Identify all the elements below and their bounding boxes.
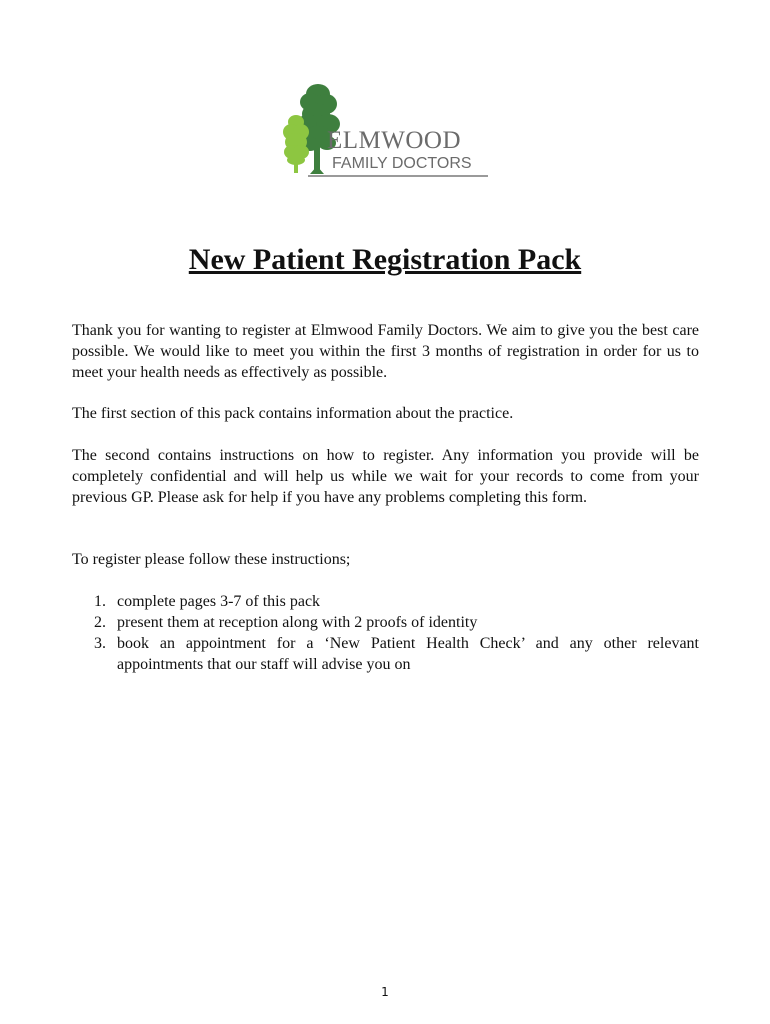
instructions-list xyxy=(72,591,699,675)
list-item-text: book an appointment for a ‘New Patient Health Check’ and any other relevant appointments that our staff will advise you on xyxy=(117,635,699,673)
list-item-number: 2. xyxy=(94,614,106,631)
list-item-number: 1. xyxy=(94,593,106,610)
intro-paragraph: Thank you for wanting to register at Elmwood Family Doctors. We aim to give you the best care possible. We would like to meet you within the first 3 months of registration in order for us to meet your health needs as effectively as possible. xyxy=(72,322,699,381)
first-section-paragraph: The first section of this pack contains information about the practice. xyxy=(72,405,514,422)
logo-subtitle: FAMILY DOCTORS xyxy=(332,155,472,172)
list-item xyxy=(72,633,699,675)
list-item xyxy=(72,591,699,612)
list-item-text: present them at reception along with 2 proofs of identity xyxy=(117,614,478,631)
list-item-number: 3. xyxy=(94,635,106,652)
logo-underline xyxy=(308,175,488,177)
list-item xyxy=(72,612,699,633)
practice-logo xyxy=(280,80,492,180)
page-title: New Patient Registration Pack xyxy=(188,243,582,276)
second-section-paragraph: The second contains instructions on how to register. Any information you provide will be completely confidential and will help us while we wait for your records to come from your previous GP. Please ask for help if you have any problems completing this form. xyxy=(72,447,699,506)
page-number: 1 xyxy=(381,985,389,999)
list-item-text: complete pages 3-7 of this pack xyxy=(117,593,321,610)
logo-wordmark: ELMWOOD xyxy=(327,127,462,154)
instructions-heading: To register please follow these instructions; xyxy=(72,551,351,568)
